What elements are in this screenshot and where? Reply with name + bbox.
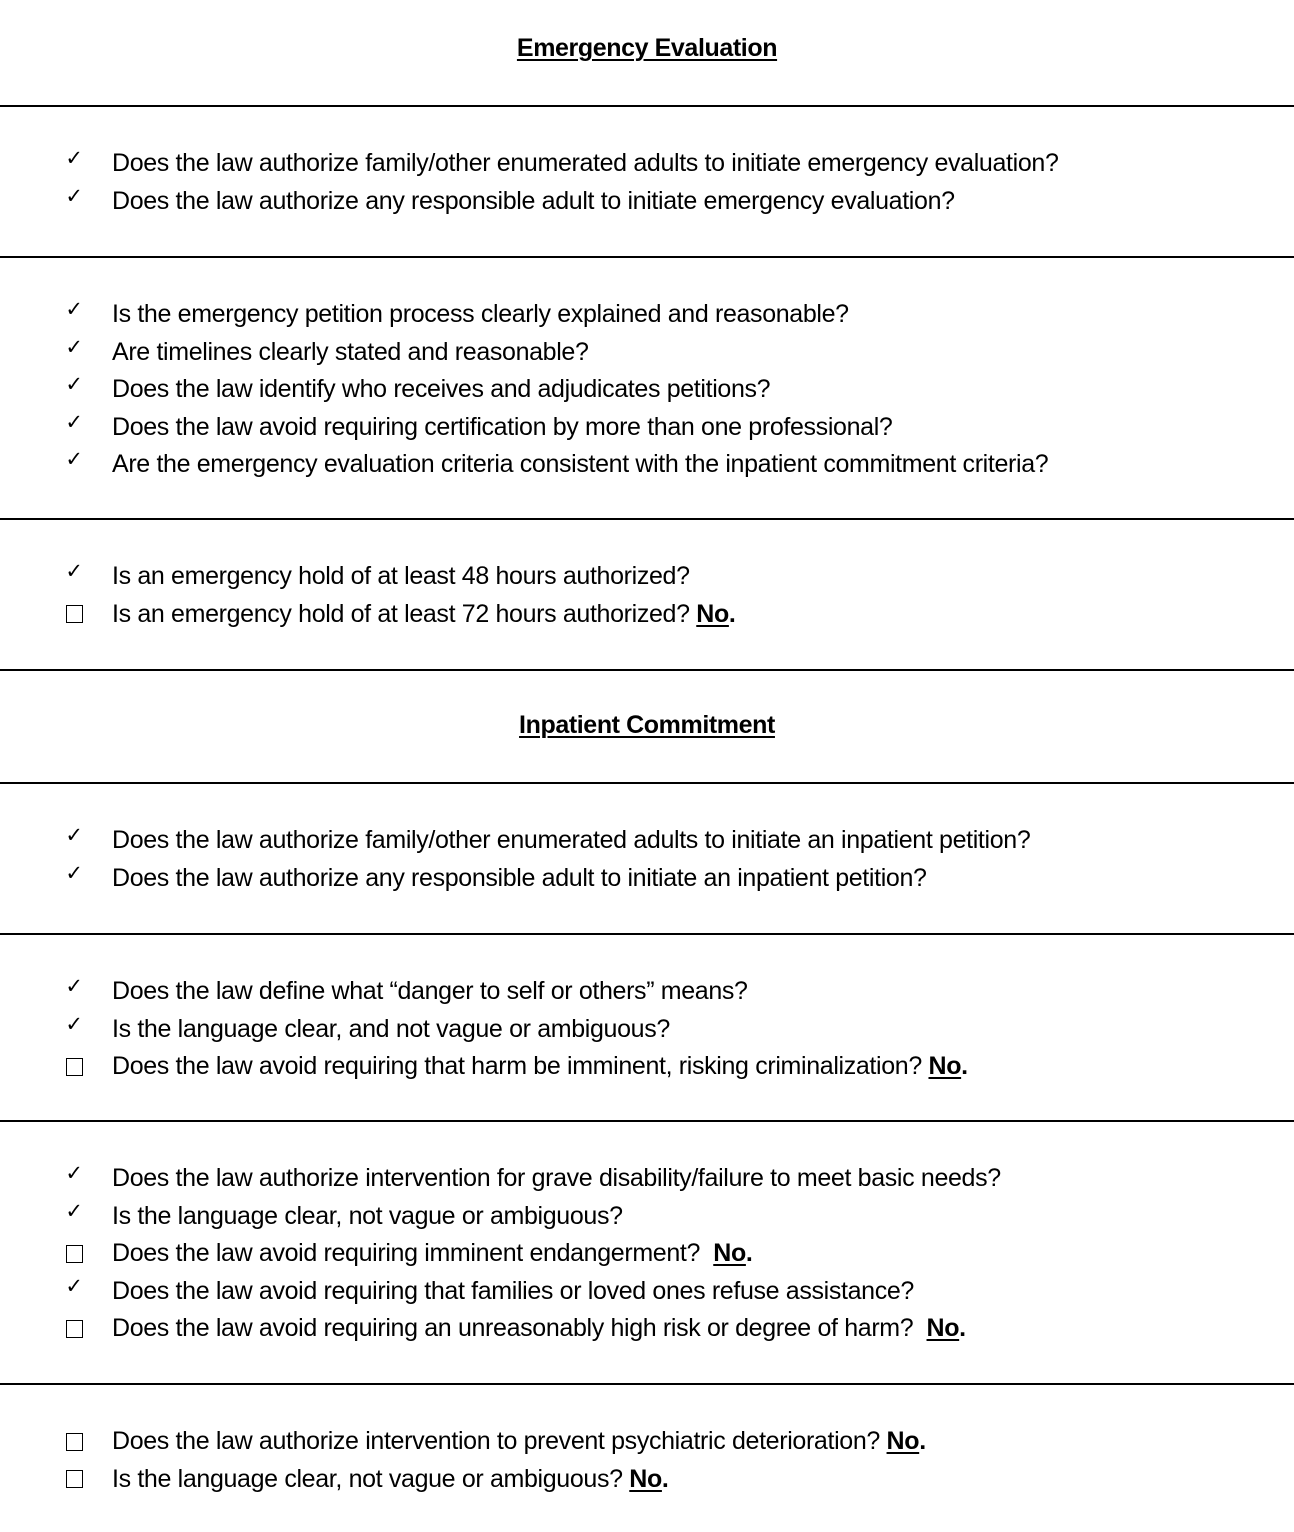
checklist-item xyxy=(0,145,1294,183)
checklist-item xyxy=(0,1273,1294,1311)
question-text: Is an emergency hold of at least 72 hours authorized? No. xyxy=(112,599,736,628)
check-icon: ✓ xyxy=(65,1273,83,1298)
empty-box-icon xyxy=(61,1310,87,1348)
question-text: Does the law avoid requiring that harm be imminent, risking criminalization? No. xyxy=(112,1052,968,1080)
checklist-item xyxy=(0,1235,1294,1273)
answer-no: No. xyxy=(696,599,736,628)
check-icon: ✓ xyxy=(65,372,83,396)
checklist-item xyxy=(0,822,1294,860)
check-icon: ✓ xyxy=(65,183,83,208)
question-text: Is an emergency hold of at least 48 hours authorized? xyxy=(112,562,690,590)
checklist-item xyxy=(0,1160,1294,1198)
checklist-item xyxy=(0,334,1294,372)
empty-box-icon xyxy=(61,1048,87,1086)
question-text: Does the law avoid requiring imminent endangerment? No. xyxy=(112,1239,753,1267)
checklist-item xyxy=(0,296,1294,334)
checklist-group xyxy=(0,973,1294,1086)
checklist-group xyxy=(0,145,1294,220)
check-icon: ✓ xyxy=(65,823,83,847)
checklist-item xyxy=(0,558,1294,596)
check-icon: ✓ xyxy=(65,559,83,583)
checklist-item xyxy=(0,371,1294,409)
checklist-item xyxy=(0,183,1294,221)
check-icon: ✓ xyxy=(65,974,83,998)
empty-box-icon xyxy=(61,1423,87,1461)
checklist-item xyxy=(0,1423,1294,1461)
question-text: Does the law authorize any responsible adult to initiate an inpatient petition? xyxy=(112,863,927,892)
question-text: Does the law avoid requiring certification by more than one professional? xyxy=(112,412,893,441)
question-text: Are the emergency evaluation criteria consistent with the inpatient commitment criteria? xyxy=(112,450,1049,478)
check-icon: ✓ xyxy=(65,447,83,471)
divider xyxy=(0,256,1294,258)
question-text: Does the law identify who receives and adjudicates petitions? xyxy=(112,375,771,403)
divider xyxy=(0,1383,1294,1385)
divider xyxy=(0,1120,1294,1122)
answer-no: No. xyxy=(713,1239,753,1267)
question-text: Is the language clear, and not vague or ambiguous? xyxy=(112,1014,670,1043)
checklist-group xyxy=(0,1423,1294,1498)
question-text: Does the law authorize family/other enumerated adults to initiate an inpatient petition? xyxy=(112,826,1031,854)
checklist-group xyxy=(0,296,1294,484)
checklist-item xyxy=(0,446,1294,484)
question-text: Does the law authorize family/other enumerated adults to initiate emergency evaluation? xyxy=(112,149,1059,177)
question-text: Does the law authorize intervention to prevent psychiatric deterioration? No. xyxy=(112,1427,926,1455)
divider xyxy=(0,782,1294,784)
checklist-group xyxy=(0,822,1294,897)
question-text: Does the law avoid requiring that families or loved ones refuse assistance? xyxy=(112,1276,914,1305)
checklist-group xyxy=(0,558,1294,633)
check-icon: ✓ xyxy=(65,146,83,170)
checklist-item xyxy=(0,1198,1294,1236)
check-icon: ✓ xyxy=(65,1198,83,1223)
question-text: Is the language clear, not vague or ambiguous? xyxy=(112,1201,623,1230)
checklist-item xyxy=(0,1461,1294,1499)
empty-box-icon xyxy=(61,596,87,634)
divider xyxy=(0,669,1294,671)
checklist-item xyxy=(0,973,1294,1011)
question-text: Does the law avoid requiring an unreasonably high risk or degree of harm? No. xyxy=(112,1314,966,1342)
divider xyxy=(0,105,1294,107)
checklist-item xyxy=(0,860,1294,898)
answer-no: No. xyxy=(926,1314,966,1342)
divider xyxy=(0,518,1294,520)
question-text: Does the law authorize intervention for grave disability/failure to meet basic needs? xyxy=(112,1164,1001,1192)
check-icon: ✓ xyxy=(65,297,83,321)
check-icon: ✓ xyxy=(65,334,83,359)
answer-no: No. xyxy=(928,1052,968,1080)
question-text: Does the law authorize any responsible adult to initiate emergency evaluation? xyxy=(112,186,955,215)
question-text: Is the emergency petition process clearly explained and reasonable? xyxy=(112,300,849,328)
question-text: Are timelines clearly stated and reasonable? xyxy=(112,337,589,366)
checklist-item xyxy=(0,409,1294,447)
divider xyxy=(0,933,1294,935)
check-icon: ✓ xyxy=(65,1161,83,1185)
checklist-item xyxy=(0,1310,1294,1348)
question-text: Is the language clear, not vague or ambiguous? No. xyxy=(112,1464,669,1493)
empty-box-icon xyxy=(61,1461,87,1499)
answer-no: No. xyxy=(629,1464,669,1493)
check-icon: ✓ xyxy=(65,409,83,434)
section-title-inpatient-commitment: Inpatient Commitment xyxy=(519,711,775,739)
answer-no: No. xyxy=(886,1427,926,1455)
checklist-item xyxy=(0,596,1294,634)
checklist-item xyxy=(0,1011,1294,1049)
checklist-group xyxy=(0,1160,1294,1348)
check-icon: ✓ xyxy=(65,1011,83,1036)
question-text: Does the law define what “danger to self or others” means? xyxy=(112,977,748,1005)
section-title-emergency-evaluation: Emergency Evaluation xyxy=(516,34,778,62)
checklist-item xyxy=(0,1048,1294,1086)
check-icon: ✓ xyxy=(65,860,83,885)
